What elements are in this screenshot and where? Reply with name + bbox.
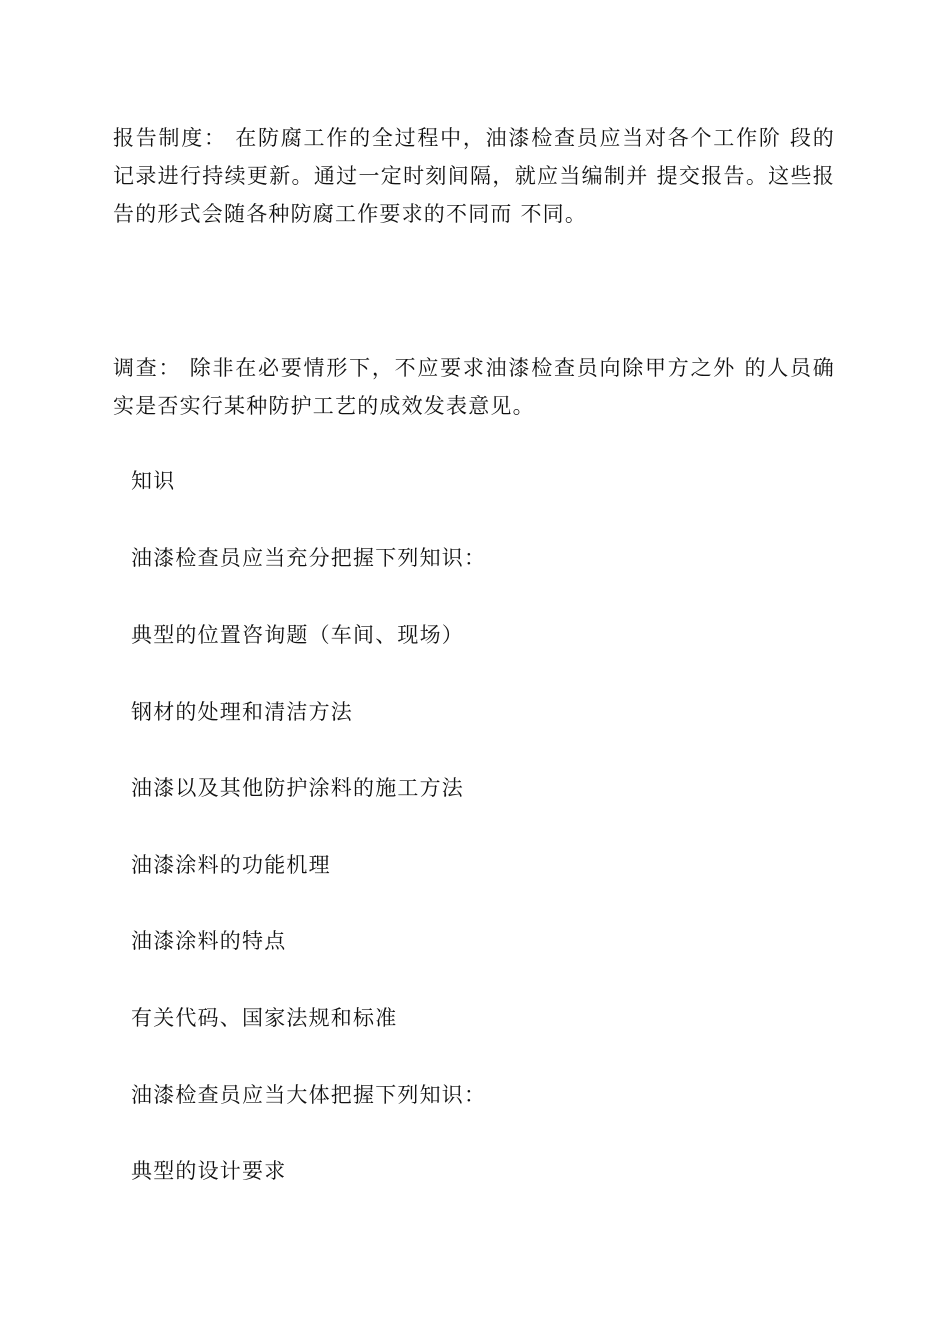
line-codes-and-standards: 有关代码、国家法规和标准 — [131, 1006, 398, 1030]
paragraph-report-system: 报告制度： 在防腐工作的全过程中，油漆检查员应当对各个工作阶 段的记录进行持续更新。通过一定时刻间隔，就应当编制并 提交报告。这些报告的形式会随各种防腐工作要求的不同而 不同。 — [113, 126, 835, 226]
line-full-knowledge-intro: 油漆检查员应当充分把握下列知识： — [131, 546, 487, 570]
line-coating-characteristics: 油漆涂料的特点 — [131, 929, 287, 953]
heading-knowledge: 知识 — [131, 469, 176, 493]
line-general-knowledge-intro: 油漆检查员应当大体把握下列知识： — [131, 1083, 487, 1107]
line-typical-location-issues: 典型的位置咨询题（车间、现场） — [131, 623, 464, 647]
paragraph-survey: 调查： 除非在必要情形下，不应要求油漆检查员向除甲方之外 的人员确实是否实行某种防护工艺的成效发表意见。 — [113, 356, 835, 418]
line-steel-treatment: 钢材的处理和清洁方法 — [131, 700, 353, 724]
line-typical-design-requirements: 典型的设计要求 — [131, 1159, 287, 1183]
line-coating-mechanism: 油漆涂料的功能机理 — [131, 853, 331, 877]
line-coating-application: 油漆以及其他防护涂料的施工方法 — [131, 776, 464, 800]
